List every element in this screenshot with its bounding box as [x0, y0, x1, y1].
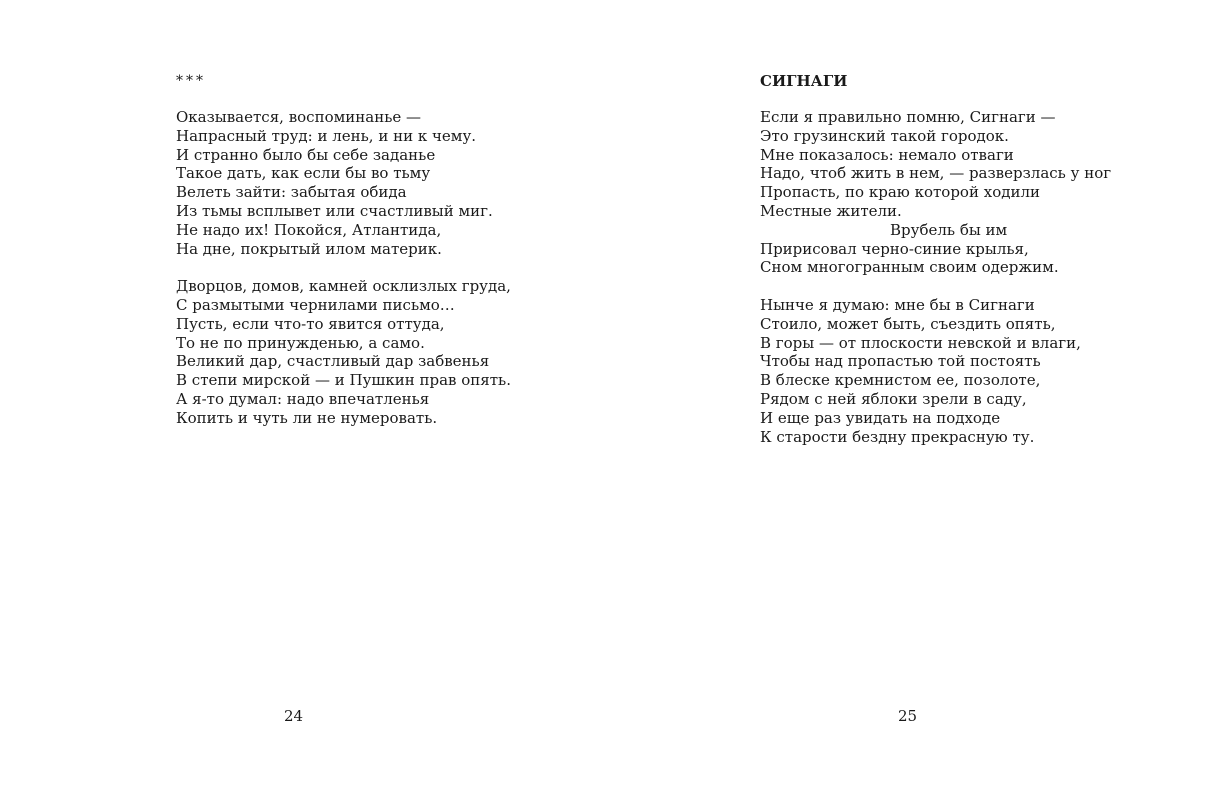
left-stanza-2 — [176, 277, 511, 427]
poem-line: Мне показалось: немало отваги — [760, 145, 1014, 164]
poem-line: Надо, чтоб жить в нем, — разверзлась у ног — [760, 164, 1112, 183]
poem-line: Из тьмы всплывет или счастливый миг. — [176, 201, 493, 220]
poem-line: Чтобы над пропастью той постоять — [760, 352, 1041, 371]
poem-line: То не по принужденью, а само. — [176, 333, 425, 352]
right-stanza-1 — [760, 108, 1111, 277]
poem-line: Нынче я думаю: мне бы в Сигнаги — [760, 295, 1035, 314]
poem-line: Напрасный труд: и лень, и ни к чему. — [176, 126, 477, 145]
poem-line: Оказывается, воспоминанье — — [176, 108, 422, 126]
right-page — [606, 0, 1212, 800]
poem-line: Дворцов, домов, камней осклизлых груда, — [176, 277, 511, 296]
poem-line: Рядом с ней яблоки зрели в саду, — [760, 389, 1027, 408]
right-stanza-2 — [760, 296, 1111, 446]
left-poem — [176, 70, 511, 446]
poem-line: Пусть, если что-то явится оттуда, — [176, 314, 445, 333]
poem-line: К старости бездну прекрасную ту. — [760, 427, 1035, 446]
poem-asterisks-heading: *** — [176, 73, 206, 89]
poem-line: И еще раз увидать на подходе — [760, 408, 1001, 427]
poem-line: С размытыми чернилами письмо… — [176, 295, 455, 314]
poem-line: В горы — от плоскости невской и влаги, — [760, 333, 1081, 352]
poem-line: Не надо их! Покойся, Атлантида, — [176, 220, 442, 239]
poem-line-indented: Врубель бы им — [890, 220, 1008, 239]
poem-line: Велеть зайти: забытая обида — [176, 183, 407, 202]
left-stanza-1 — [176, 108, 511, 258]
poem-line: Это грузинский такой городок. — [760, 126, 1009, 145]
poem-line: Стоило, может быть, съездить опять, — [760, 314, 1056, 333]
poem-line: Такое дать, как если бы во тьму — [176, 164, 431, 183]
poem-line: В степи мирской — и Пушкин прав опять. — [176, 371, 511, 390]
poem-line: Копить и чуть ли не нумеровать. — [176, 408, 438, 427]
page-number-left: 24 — [284, 707, 304, 725]
poem-line: И странно было бы себе заданье — [176, 145, 436, 164]
poem-line: Если я правильно помню, Сигнаги — — [760, 108, 1056, 126]
poem-title: СИГНАГИ — [760, 72, 848, 90]
poem-line: В блеске кремнистом ее, позолоте, — [760, 371, 1041, 390]
poem-line: Пририсовал черно-синие крылья, — [760, 239, 1029, 258]
poem-line: Сном многогранным своим одержим. — [760, 258, 1059, 277]
right-poem — [760, 70, 1111, 465]
page-number-right: 25 — [898, 707, 918, 725]
poem-line: На дне, покрытый илом материк. — [176, 239, 442, 258]
poem-line: Великий дар, счастливый дар забвенья — [176, 352, 490, 371]
poem-line: Пропасть, по краю которой ходили — [760, 183, 1040, 202]
poem-line: Местные жители. — [760, 201, 902, 220]
poem-line: А я-то думал: надо впечатленья — [176, 389, 430, 408]
